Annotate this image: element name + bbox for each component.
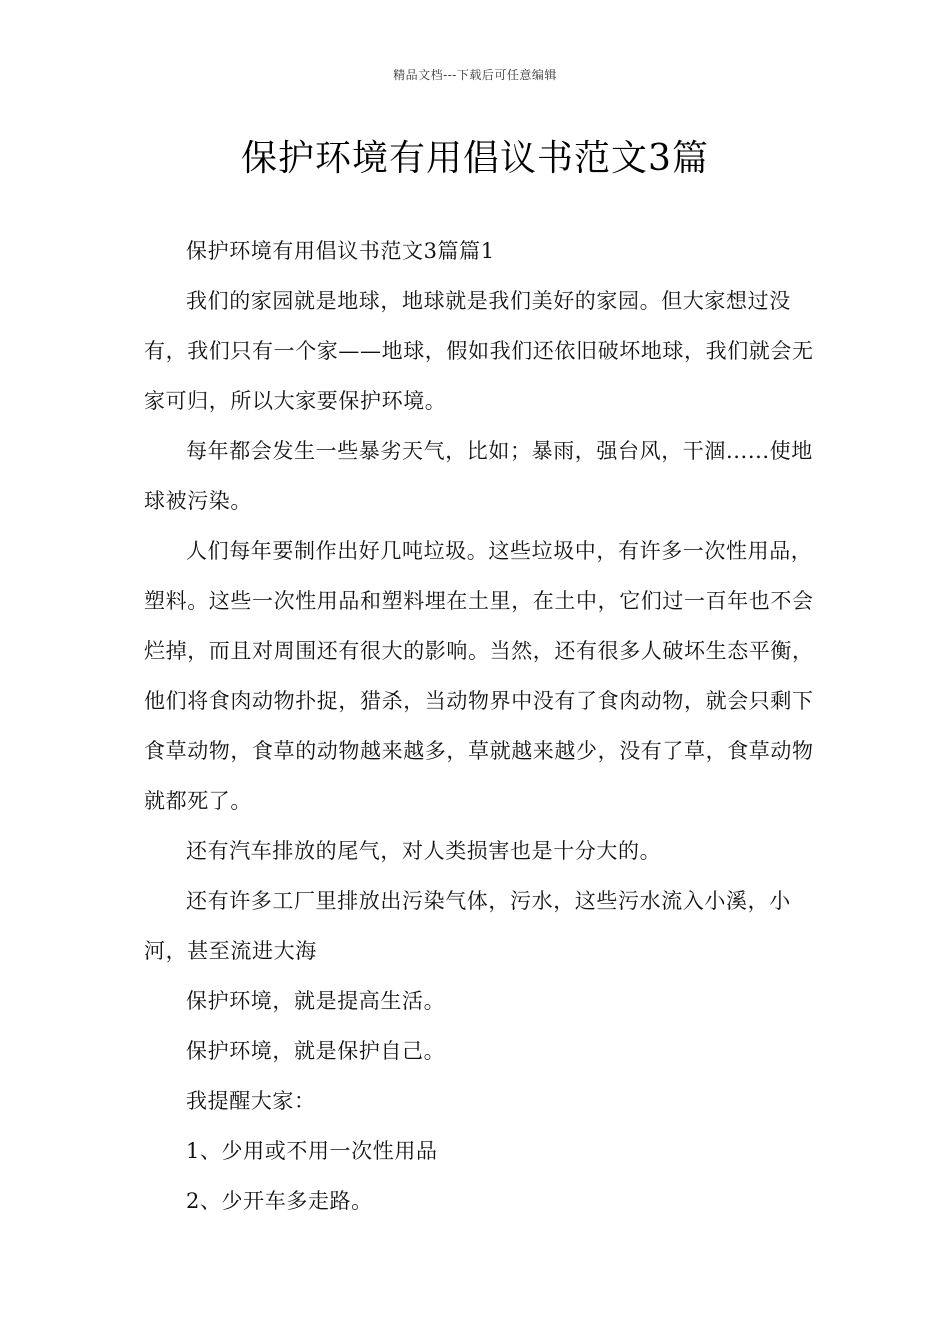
list-item: 2、少开车多走路。 — [186, 1189, 373, 1213]
paragraph: 人们每年要制作出好几吨垃圾。这些垃圾中，有许多一次性用品，塑料。这些一次性用品和塑料埋在土里，在土中，它们过一百年也不会烂掉，而且对周围还有很大的影响。当然，还有很多人破坏生态平衡，他们将食肉动物扑捉，猎杀，当动物界中没有了食肉动物，就会只剩下食草动物，食草的动物越来越多，草就越来越少，没有了草，食草动物就都死了。 — [144, 539, 814, 813]
paragraph: 保护环境，就是提高生活。 — [186, 989, 446, 1013]
section-heading: 保护环境有用倡议书范文3篇篇1 — [186, 239, 495, 263]
paragraph: 每年都会发生一些暴劣天气，比如；暴雨，强台风，干涸......使地球被污染。 — [144, 439, 813, 513]
paragraph: 还有汽车排放的尾气，对人类损害也是十分大的。 — [186, 839, 662, 863]
document-body — [144, 226, 816, 1226]
paragraph: 保护环境，就是保护自己。 — [186, 1039, 446, 1063]
paragraph: 还有许多工厂里排放出污染气体，污水，这些污水流入小溪，小河，甚至流进大海 — [144, 889, 791, 963]
list-item: 1、少用或不用一次性用品 — [186, 1139, 438, 1163]
header-note: 精品文档---下载后可任意编辑 — [393, 68, 557, 82]
paragraph: 我提醒大家： — [186, 1089, 316, 1113]
document-title: 保护环境有用倡议书范文3篇 — [241, 138, 709, 179]
paragraph: 我们的家园就是地球，地球就是我们美好的家园。但大家想过没有，我们只有一个家——地球，假如我们还依旧破坏地球，我们就会无家可归，所以大家要保护环境。 — [144, 289, 814, 413]
